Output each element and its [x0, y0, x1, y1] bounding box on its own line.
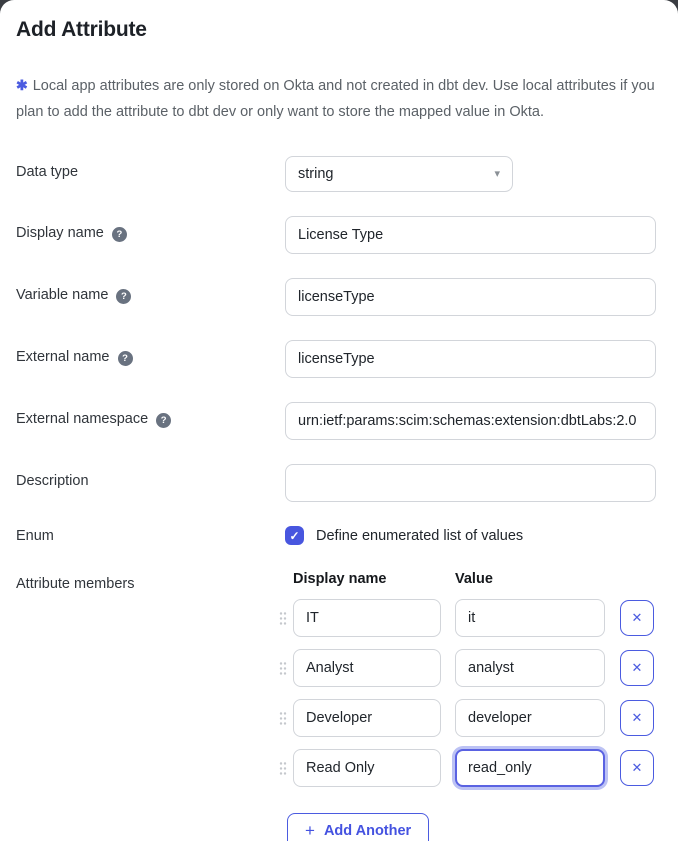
help-icon[interactable]: ?: [116, 289, 131, 304]
asterisk-icon: ✱: [16, 77, 28, 93]
close-icon: ✕: [631, 610, 643, 625]
variable-name-row: [16, 278, 656, 316]
members-header: [285, 571, 656, 587]
enum-label: [16, 526, 285, 544]
attribute-members-label-text: Attribute members: [16, 576, 135, 592]
description-label-text: Description: [16, 473, 89, 489]
external-name-input[interactable]: [285, 340, 656, 378]
description-row: [16, 464, 656, 502]
close-icon: ✕: [631, 660, 643, 675]
check-icon: ✓: [289, 528, 300, 543]
help-icon[interactable]: ?: [118, 351, 133, 366]
member-display-name-input-2[interactable]: [293, 699, 441, 737]
add-another-label: Add Another: [323, 823, 412, 839]
member-display-name-input-0[interactable]: [293, 599, 441, 637]
member-value-input-1[interactable]: [455, 649, 605, 687]
display-name-label: [16, 216, 285, 242]
data-type-label-text: Data type: [16, 164, 79, 180]
members-col-display-name: Display name: [293, 571, 387, 587]
note-text: Local app attributes are only stored on Okta and not created in dbt dev. Use local attributes if you plan to add the attribute to dbt dev or only want to store the mapped value in Okta.: [16, 78, 655, 120]
add-another-button[interactable]: [287, 813, 429, 841]
remove-member-button[interactable]: [620, 700, 654, 736]
display-name-row: [16, 216, 656, 254]
remove-member-button[interactable]: [620, 650, 654, 686]
plus-icon: +: [305, 821, 315, 840]
external-namespace-label-text: External namespace: [16, 411, 149, 427]
enum-checkbox-label: Define enumerated list of values: [316, 527, 524, 544]
external-namespace-label: [16, 402, 285, 428]
attribute-member-row: [285, 599, 656, 637]
variable-name-label: [16, 278, 285, 304]
data-type-select[interactable]: [285, 156, 513, 192]
drag-handle-icon[interactable]: [279, 761, 287, 776]
display-name-label-text: Display name: [16, 225, 104, 241]
description-label: [16, 464, 285, 489]
member-display-name-input-3[interactable]: [293, 749, 441, 787]
external-namespace-row: [16, 402, 656, 440]
member-value-input-2[interactable]: [455, 699, 605, 737]
description-input[interactable]: [285, 464, 656, 502]
close-icon: ✕: [631, 710, 643, 725]
enum-label-text: Enum: [16, 528, 54, 544]
remove-member-button[interactable]: [620, 750, 654, 786]
attribute-member-row: [285, 699, 656, 737]
attribute-member-row: [285, 649, 656, 687]
variable-name-label-text: Variable name: [16, 287, 109, 303]
member-value-input-3[interactable]: [455, 749, 605, 787]
external-name-label: [16, 340, 285, 366]
external-name-row: [16, 340, 656, 378]
members-col-value: Value: [455, 571, 493, 587]
member-value-input-0[interactable]: [455, 599, 605, 637]
display-name-input[interactable]: [285, 216, 656, 254]
page-title: Add Attribute: [16, 18, 147, 41]
member-display-name-input-1[interactable]: [293, 649, 441, 687]
chevron-down-icon: ▾: [494, 167, 500, 180]
remove-member-button[interactable]: [620, 600, 654, 636]
external-name-label-text: External name: [16, 349, 110, 365]
local-attribute-note: [16, 72, 656, 125]
close-icon: ✕: [631, 760, 643, 775]
data-type-label: [16, 155, 285, 180]
variable-name-input[interactable]: [285, 278, 656, 316]
help-icon[interactable]: ?: [156, 413, 171, 428]
attribute-member-row: [285, 749, 656, 787]
help-icon[interactable]: ?: [112, 227, 127, 242]
attribute-members-label: [16, 571, 285, 592]
drag-handle-icon[interactable]: [279, 611, 287, 626]
external-namespace-input[interactable]: [285, 402, 656, 440]
drag-handle-icon[interactable]: [279, 711, 287, 726]
enum-checkbox[interactable]: [285, 526, 304, 545]
attribute-members-row: [16, 571, 656, 841]
data-type-row: [16, 155, 656, 192]
data-type-selected-value: string: [298, 166, 334, 182]
enum-row: [16, 526, 656, 545]
drag-handle-icon[interactable]: [279, 661, 287, 676]
